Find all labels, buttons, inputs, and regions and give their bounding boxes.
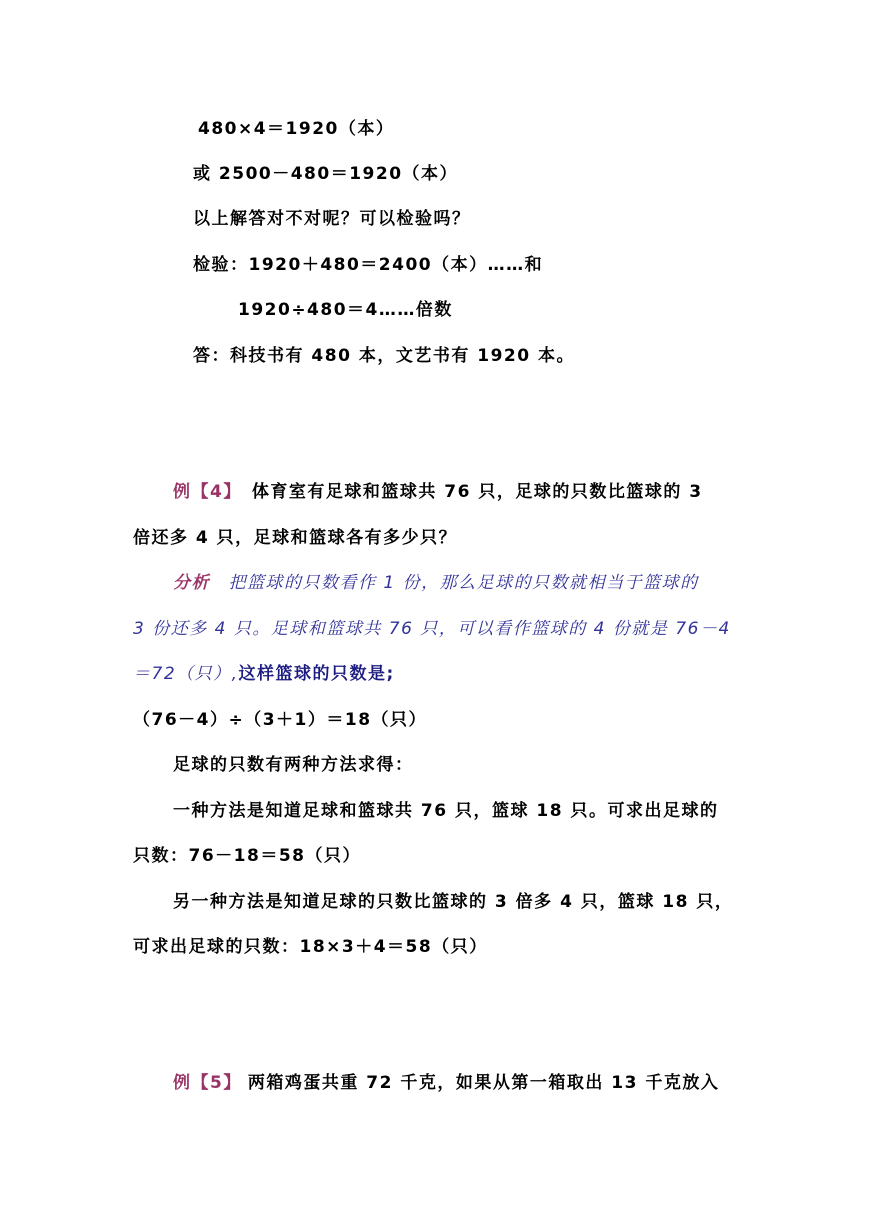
solution-line-5: 可求出足球的只数：18×3＋4＝58（只） (133, 937, 488, 957)
calc-line-1: 480×4＝1920（本） (198, 119, 395, 139)
solution-line-4: 另一种方法是知道足球的只数比篮球的 3 倍多 4 只，篮球 18 只， (173, 892, 734, 912)
analysis-line-1 (173, 571, 699, 595)
check-question: 以上解答对不对呢？可以检验吗？ (193, 209, 471, 229)
solution-line-3: 只数：76－18＝58（只） (133, 846, 361, 866)
check-line-2: 1920÷480＝4……倍数 (238, 300, 453, 320)
example-4-question-line-1 (173, 480, 703, 504)
analysis-text-3-italic: ＝72（只）, (133, 664, 239, 684)
analysis-label: 分析 (173, 573, 210, 593)
analysis-text-1: 把篮球的只数看作 1 份，那么足球的只数就相当于篮球的 (210, 573, 699, 593)
example-5-question-line-1 (173, 1071, 719, 1095)
analysis-line-3 (133, 662, 395, 686)
analysis-line-2: 3 份还多 4 只。足球和篮球共 76 只，可以看作篮球的 4 份就是 76－4 (133, 619, 731, 639)
answer-line: 答：科技书有 480 本，文艺书有 1920 本。 (193, 346, 575, 366)
check-line-1: 检验：1920＋480＝2400（本）……和 (193, 255, 544, 275)
example-4-question-line-2: 倍还多 4 只，足球和篮球各有多少只？ (133, 528, 458, 548)
example-4-label: 例【4】 (173, 482, 234, 502)
analysis-text-3-bold: 这样篮球的只数是; (238, 664, 395, 684)
example-4-question-text: 体育室有足球和篮球共 76 只，足球的只数比篮球的 3 (233, 482, 703, 502)
solution-line-2: 一种方法是知道足球和篮球共 76 只，篮球 18 只。可求出足球的 (173, 801, 719, 821)
formula-basketball: （76－4）÷（3＋1）＝18（只） (133, 710, 428, 730)
example-5-label: 例【5】 (173, 1073, 242, 1093)
calc-line-2: 或 2500－480＝1920（本） (193, 164, 459, 184)
solution-line-1: 足球的只数有两种方法求得： (173, 755, 414, 775)
example-5-question-text: 两箱鸡蛋共重 72 千克，如果从第一箱取出 13 千克放入 (247, 1073, 720, 1093)
